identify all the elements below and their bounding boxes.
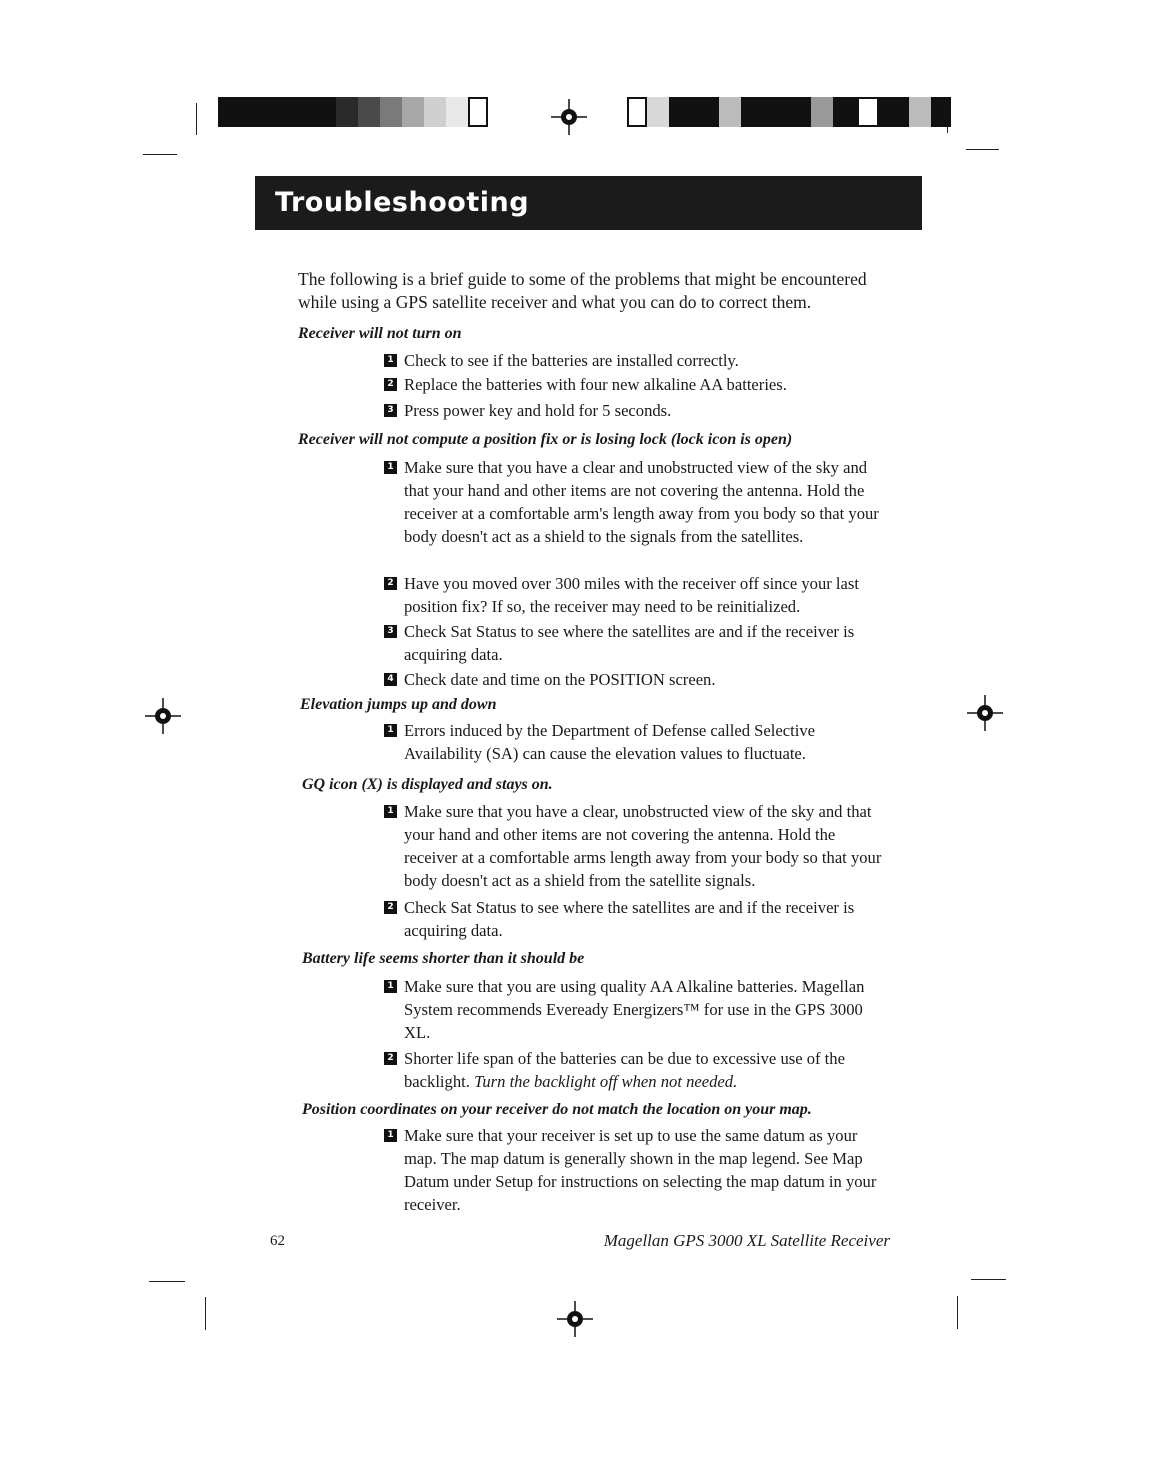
list-item	[384, 668, 886, 691]
list-item	[384, 399, 884, 422]
item-text: Errors induced by the Department of Defense called Selective Availability (SA) can cause the elevation values to fluctuate.	[404, 721, 815, 763]
list-item	[384, 349, 884, 372]
item-text: Have you moved over 300 miles with the receiver off since your last position fix? If so, the receiver may need to be reinitialized.	[404, 574, 859, 616]
running-footer: Magellan GPS 3000 XL Satellite Receiver	[603, 1231, 890, 1250]
crop-mark	[205, 1297, 206, 1330]
section-heading: Position coordinates on your receiver do not match the location on your map.	[302, 1101, 812, 1118]
item-text: Make sure that you have a clear, unobstructed view of the sky and that your hand and other items are not covering the antenna. Hold the receiver at a comfortable arms length away from your body so that your body doesn't act as a shield from the satellite signals.	[404, 802, 882, 890]
list-item	[384, 975, 888, 1044]
item-text-emphasis: Turn the backlight off when not needed.	[474, 1072, 738, 1091]
list-item	[384, 572, 886, 618]
item-text: Press power key and hold for 5 seconds.	[404, 401, 672, 420]
item-number: 3	[384, 625, 397, 638]
item-text: Replace the batteries with four new alkaline AA batteries.	[404, 375, 787, 394]
crop-mark	[966, 149, 999, 150]
section-heading: Battery life seems shorter than it should be	[302, 950, 585, 967]
item-text	[404, 1047, 888, 1093]
page-number: 62	[270, 1233, 285, 1249]
section-heading: Elevation jumps up and down	[300, 696, 497, 713]
list-item	[384, 456, 886, 548]
list-item	[384, 620, 886, 666]
registration-mark-icon	[557, 1301, 593, 1337]
crop-mark	[196, 103, 197, 135]
color-bar-right	[627, 97, 951, 127]
item-number: 1	[384, 354, 397, 367]
item-text: Check Sat Status to see where the satellites are and if the receiver is acquiring data.	[404, 898, 855, 940]
item-text: Check to see if the batteries are installed correctly.	[404, 351, 739, 370]
registration-mark-icon	[967, 695, 1003, 731]
item-number: 1	[384, 724, 397, 737]
intro-paragraph	[298, 268, 898, 314]
item-text: Make sure that your receiver is set up to use the same datum as your map. The map datum is generally shown in the map legend. See Map Datum under Setup for instructions on selecting the map datum in your receiver.	[404, 1126, 877, 1214]
crop-mark	[149, 1281, 185, 1282]
item-number: 1	[384, 461, 397, 474]
item-number: 1	[384, 980, 397, 993]
item-number: 1	[384, 805, 397, 818]
page-title: Troubleshooting	[255, 176, 922, 230]
crop-mark	[143, 154, 177, 155]
item-text: Check Sat Status to see where the satellites are and if the receiver is acquiring data.	[404, 622, 855, 664]
registration-mark-icon	[145, 698, 181, 734]
list-item	[384, 373, 884, 396]
list-item	[384, 800, 888, 892]
item-text: Make sure that you are using quality AA Alkaline batteries. Magellan System recommends Eveready Energizers™ for use in the GPS 3000 XL.	[404, 977, 865, 1042]
item-number: 1	[384, 1129, 397, 1142]
list-item	[384, 1047, 888, 1093]
list-item	[384, 1124, 888, 1216]
list-item	[384, 896, 888, 942]
section-heading: Receiver will not compute a position fix or is losing lock (lock icon is open)	[298, 431, 793, 448]
item-text: Make sure that you have a clear and unobstructed view of the sky and that your hand and other items are not covering the antenna. Hold the receiver at a comfortable arm's length away from you body so that your body doesn't act as a shield to the signals from the satellites.	[404, 458, 879, 546]
color-bar-left	[218, 97, 488, 127]
item-number: 2	[384, 901, 397, 914]
item-number: 2	[384, 378, 397, 391]
crop-mark	[971, 1279, 1006, 1280]
item-number: 2	[384, 577, 397, 590]
item-text: Check date and time on the POSITION screen.	[404, 670, 716, 689]
item-number: 2	[384, 1052, 397, 1065]
crop-mark	[957, 1296, 958, 1329]
list-item	[384, 719, 886, 765]
item-text-main: Shorter life span of the batteries can be due to excessive use of the backlight.	[404, 1049, 845, 1091]
item-number: 4	[384, 673, 397, 686]
item-number: 3	[384, 404, 397, 417]
section-heading: Receiver will not turn on	[298, 325, 462, 342]
section-heading: GQ icon (X) is displayed and stays on.	[302, 776, 553, 793]
intro-text: The following is a brief guide to some of the problems that might be encountered while using a GPS satellite receiver and what you can do to correct them.	[298, 269, 867, 312]
registration-mark-icon	[551, 99, 587, 135]
